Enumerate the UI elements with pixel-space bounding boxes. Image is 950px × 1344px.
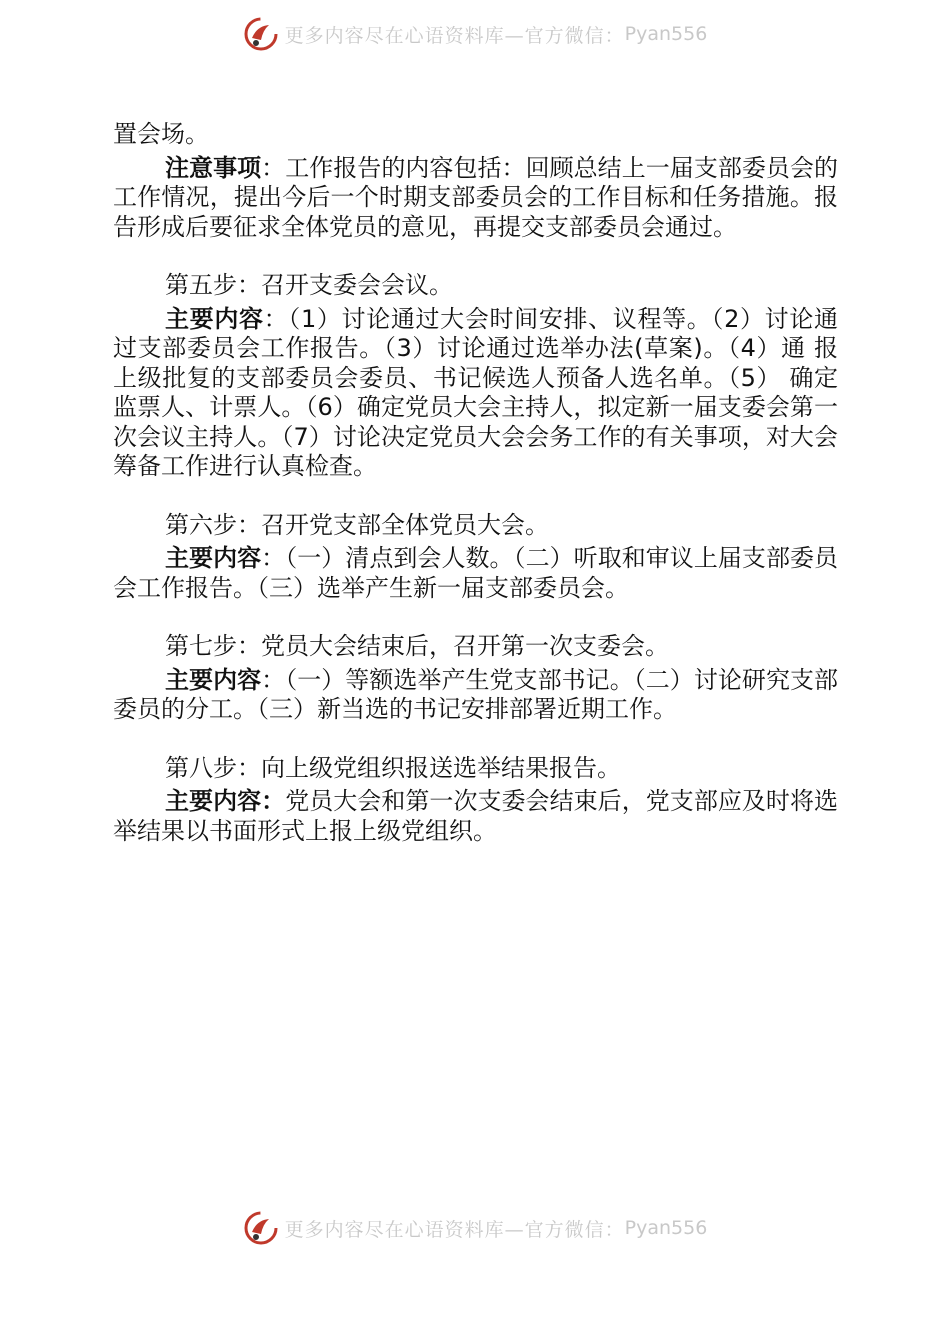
step-content xyxy=(113,787,838,846)
watermark-text: 更多内容尽在心语资料库—官方微信： xyxy=(284,24,625,47)
watermark-logo-icon xyxy=(243,16,279,52)
step-content-label: 主要内容 xyxy=(165,665,262,694)
step-content xyxy=(113,305,838,482)
step-heading: 第六步：召开党支部全体党员大会。 xyxy=(165,510,549,539)
watermark-logo-icon xyxy=(243,1210,279,1246)
step-heading: 第七步：党员大会结束后，召开第一次支委会。 xyxy=(165,632,669,660)
watermark-wechat-id: Pyan556 xyxy=(624,23,708,45)
step-heading: 第五步：召开支委会会议。 xyxy=(165,271,453,299)
header-watermark xyxy=(0,14,950,54)
note-text: ：工作报告的内容包括：回顾总结上一届支部委员会的工作情况，提出今后一个时期支部委员会的工作目标和任务措施。报告形成后要征求全体党员的意见，再提交支部委员会通过。 xyxy=(113,153,839,241)
watermark-wechat-id: Pyan556 xyxy=(624,1217,708,1239)
note-paragraph xyxy=(113,154,838,243)
step-content xyxy=(113,544,838,603)
watermark-text: 更多内容尽在心语资料库—官方微信： xyxy=(284,1218,625,1241)
step-content-label: 主要内容 xyxy=(165,544,262,572)
step-heading: 第八步：向上级党组织报送选举结果报告。 xyxy=(165,753,621,782)
step-content-text: ：（一）等额选举产生党支部书记。（二）讨论研究支部委员的分工。（三）新当选的书记安排部署近期工作。 xyxy=(113,665,839,723)
step-content-label: 主要内容 xyxy=(165,304,264,333)
step-content-text: 党员大会和第一次支委会结束后，党支部应及时将选举结果以书面形式上报上级党组织。 xyxy=(113,787,839,845)
step-content-label: 主要内容： xyxy=(165,787,286,815)
step-content xyxy=(113,666,838,725)
continuation-text: 置会场。 xyxy=(113,120,209,148)
document-body xyxy=(113,120,838,846)
note-label: 注意事项 xyxy=(165,153,262,182)
step-content-text: ：（1）讨论通过大会时间安排、议程等。（2）讨论通过支部委员会工作报告。（3）讨论通过选举办法(草案)。（4）通 报上级批复的支部委员会委员、书记候选人预备人选名单。（5） 确定监票人、计票人。（6）确定党员大会主持人，拟定新一届支委会第一次会议主持人。（7）讨论决定党员大会会务工作的有关事项，对大会筹备工作进行认真检查。 xyxy=(113,304,838,480)
step-content-text: ：（一）清点到会人数。（二）听取和审议上届支部委员会工作报告。（三）选举产生新一届支部委员会。 xyxy=(113,544,839,602)
footer-watermark xyxy=(0,1208,950,1248)
